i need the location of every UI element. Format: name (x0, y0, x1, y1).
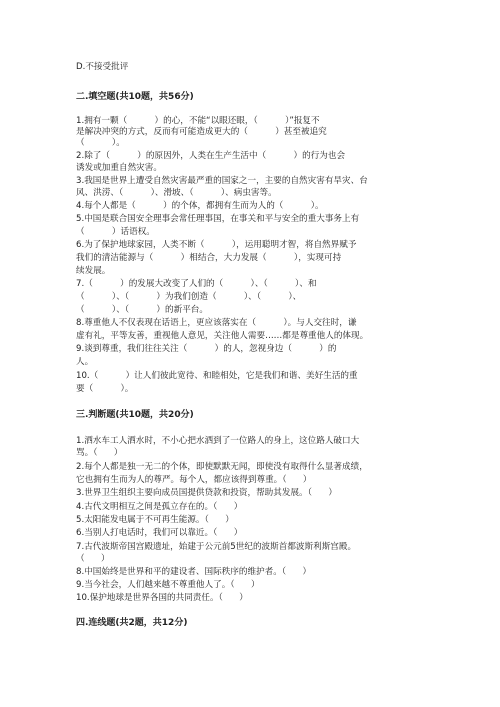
question-line: 它也拥有生而为人的尊严。每个人，都应该得到尊重。（ ） (76, 475, 312, 485)
question-line: 7.古代波斯帝国宫殿遗址，始建于公元前5世纪的波斯首都波斯利斯宫殿。 (76, 542, 357, 552)
section-heading-true-false: 三.判断题(共10题，共20分) (76, 410, 194, 420)
question-line: 10.保护地球是世界各国的共同责任。（ ） (76, 593, 248, 603)
question-line: （ ）。 (76, 138, 125, 148)
question-line: 诱发或加重自然灾害。 (76, 163, 162, 173)
question-line: 4.古代文明相互之间是孤立存在的。（ ） (76, 502, 243, 512)
question-line: 2.每个人都是独一无二的个体，即使默默无闻，即使没有取得什么显著成绩， (76, 462, 368, 472)
question-line: 5.太阳能发电属于不可再生能源。（ ） (76, 515, 234, 525)
question-line: 是解决冲突的方式，反而有可能造成更大的（ ）甚至被追究 (76, 127, 327, 137)
question-line: 1.拥有一颗（ ）的心，不能“以眼还眼，（ ）”报复不 (76, 116, 320, 126)
question-line: （ ） (76, 554, 110, 564)
question-line: 3.世界卫生组织主要向成员国提供贷款和投资，帮助其发展。（ ） (76, 488, 337, 498)
question-line: 4.每个人都是（ ）的个体，都拥有生而为人的（ ）。 (76, 201, 324, 211)
question-line: 5.中国是联合国安全理事会常任理事国，在事关和平与安全的重大事务上有 (76, 214, 360, 224)
question-line: 10.（ ）让人们彼此宽待、和睦相处，它是我们和谐、美好生活的重 (76, 371, 358, 381)
question-line: （ ）、（ ）为我们创造（ ）、（ ）、 (76, 292, 302, 302)
question-line: 要（ ）。 (76, 384, 134, 394)
question-line: （ ）话语权。 (76, 227, 155, 237)
question-line: 9.当今社会，人们越来越不尊重他人了。（ ） (76, 580, 260, 590)
question-line: 3.我国是世界上遭受自然灾害最严重的国家之一，主要的自然灾害有旱灾、台 (76, 176, 368, 186)
question-line: 8.中国始终是世界和平的建设者、国际秩序的维护者。（ ） (76, 567, 312, 577)
question-line: 7.（ ）的发展大改变了人们的（ ）、（ ）、和 (76, 279, 317, 289)
question-line: 9.谈到尊重，我们往往关注（ ）的人，忽视身边（ ）的 (76, 344, 337, 354)
option-d: D.不接受批评 (76, 62, 129, 72)
question-line: 风、洪涝、（ ）、滑坡、（ ）、病虫害等。 (76, 188, 277, 198)
section-heading-matching: 四.连线题(共2题，共12分) (76, 618, 188, 628)
question-line: 骂。（ ） (76, 448, 123, 458)
question-line: 6.当别人打电话时，我们可以靠近。（ ） (76, 528, 243, 538)
question-line: 虚有礼，平等友善，重视他人意见，关注他人需要……都是尊重他人的体现。 (76, 331, 369, 341)
question-line: 2.除了（ ）的原因外，人类在生产生活中（ ）的行为也会 (76, 151, 346, 161)
question-line: 6.为了保护地球家园，人类不断（ ），运用聪明才智，将自然界赋予 (76, 240, 357, 250)
question-line: 我们的清洁能源与（ ）相结合，大力发展（ ），实现可持 (76, 253, 342, 263)
question-line: 1.洒水车工人洒水时，不小心把水洒到了一位路人的身上，这位路人破口大 (76, 436, 360, 446)
section-heading-fill-blank: 二.填空题(共10题，共56分) (76, 92, 194, 102)
question-line: 续发展。 (76, 266, 111, 276)
question-line: 8.尊重他人不仅表现在话语上，更应该落实在（ ）。与人交往时，谦 (76, 318, 357, 328)
question-line: 人。 (76, 357, 94, 367)
question-line: （ ）、（ ）的新平台。 (76, 305, 208, 315)
